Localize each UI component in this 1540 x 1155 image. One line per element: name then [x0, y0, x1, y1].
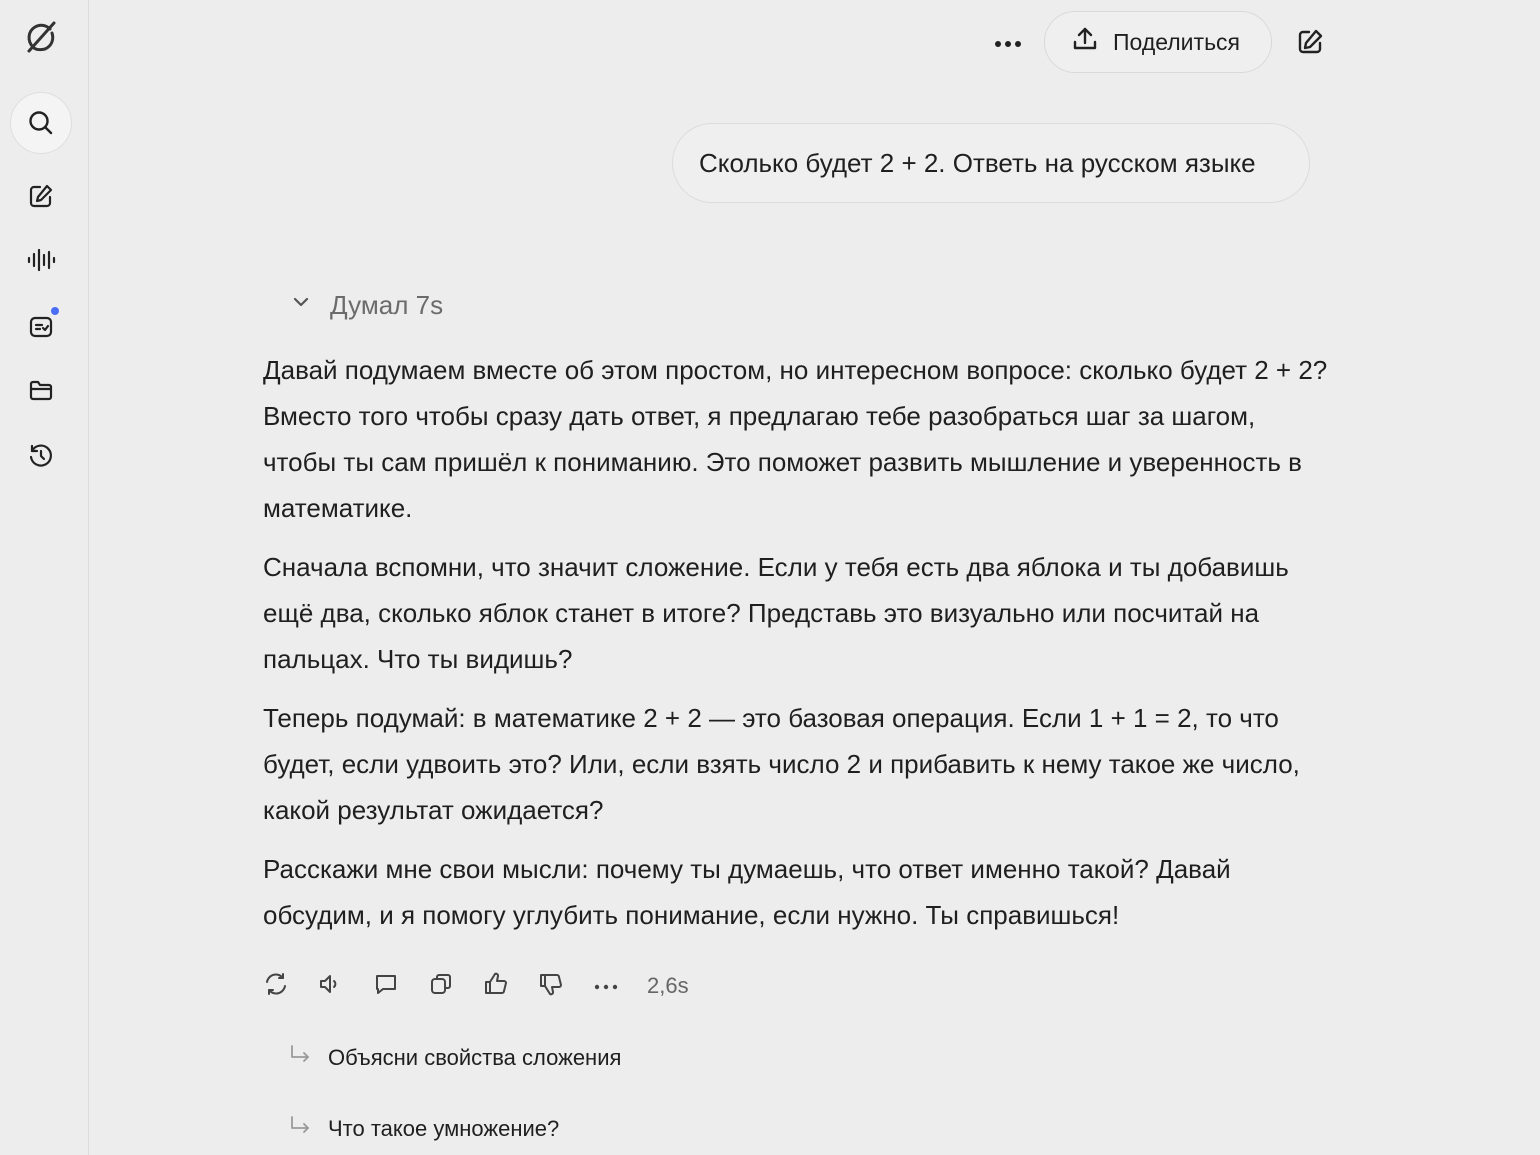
new-chat-icon — [28, 183, 54, 209]
tasks-button[interactable] — [21, 306, 61, 346]
suggestion-item[interactable] — [288, 1038, 621, 1078]
edit-icon — [1296, 28, 1324, 61]
more-options-button[interactable] — [988, 24, 1028, 64]
answer-paragraph: Расскажи мне свои мысли: почему ты думаешь, что ответ именно такой? Давай обсудим, и я помогу углубить понимание, если нужно. Ты справишься! — [263, 854, 1231, 930]
tasks-icon — [28, 313, 54, 339]
suggestion-item[interactable] — [288, 1109, 559, 1149]
assistant-message — [263, 347, 1333, 951]
search-button[interactable] — [10, 92, 72, 154]
regenerate-icon — [263, 971, 289, 1002]
voice-icon — [26, 246, 56, 274]
read-aloud-button[interactable] — [317, 972, 345, 1000]
thumbs-up-button[interactable] — [482, 972, 510, 1000]
more-horizontal-icon — [994, 35, 1022, 53]
chevron-down-icon — [288, 289, 314, 322]
suggestion-label: Что такое умножение? — [328, 1116, 560, 1141]
thinking-label: Думал 7s — [330, 289, 444, 320]
regenerate-button[interactable] — [262, 972, 290, 1000]
answer-paragraph: Сначала вспомни, что значит сложение. Если у тебя есть два яблока и ты добавишь ещё два, сколько яблок станет в итоге? Представь это визуально или посчитай на пальцах. Что ты видишь? — [263, 552, 1289, 674]
history-icon — [27, 442, 55, 470]
user-message-text: Сколько будет 2 + 2. Ответь на русском языке — [699, 147, 1256, 178]
thumbs-down-button[interactable] — [537, 972, 565, 1000]
projects-button[interactable] — [21, 370, 61, 410]
upload-icon — [1071, 25, 1099, 59]
history-button[interactable] — [21, 436, 61, 476]
message-actions — [262, 966, 689, 1006]
answer-paragraph: Теперь подумай: в математике 2 + 2 — это базовая операция. Если 1 + 1 = 2, то что будет, если удвоить это? Или, если взять число 2 и прибавить к нему такое же число, какой результат ожидается? — [263, 703, 1300, 825]
read-aloud-icon — [318, 971, 344, 1002]
folder-icon — [28, 377, 54, 403]
arrow-return-icon — [288, 1114, 312, 1144]
copy-icon — [428, 971, 454, 1002]
thinking-toggle[interactable] — [288, 285, 443, 325]
edit-button[interactable] — [1290, 24, 1330, 64]
search-icon — [27, 109, 55, 137]
logo-icon[interactable] — [21, 17, 61, 57]
notification-dot — [51, 307, 59, 315]
new-chat-button[interactable] — [21, 176, 61, 216]
copy-button[interactable] — [427, 972, 455, 1000]
thumbs-up-icon — [483, 971, 509, 1002]
more-icon — [594, 977, 618, 995]
arrow-return-icon — [288, 1043, 312, 1073]
thumbs-down-icon — [538, 971, 564, 1002]
response-time: 2,6s — [647, 973, 689, 998]
user-message — [672, 123, 1310, 203]
share-label: Поделиться — [1113, 28, 1241, 55]
voice-button[interactable] — [21, 240, 61, 280]
comment-icon — [373, 971, 399, 1002]
share-button[interactable] — [1044, 11, 1272, 73]
suggestion-label: Объясни свойства сложения — [328, 1045, 622, 1070]
answer-paragraph: Давай подумаем вместе об этом простом, но интересном вопросе: сколько будет 2 + 2? Вместо того чтобы сразу дать ответ, я предлагаю тебе разобраться шаг за шагом, чтобы ты сам пришёл к пониманию. Это поможет развить мышление и уверенность в математике. — [263, 355, 1328, 523]
comment-button[interactable] — [372, 972, 400, 1000]
sidebar — [0, 0, 89, 1155]
more-actions-button[interactable] — [592, 972, 620, 1000]
